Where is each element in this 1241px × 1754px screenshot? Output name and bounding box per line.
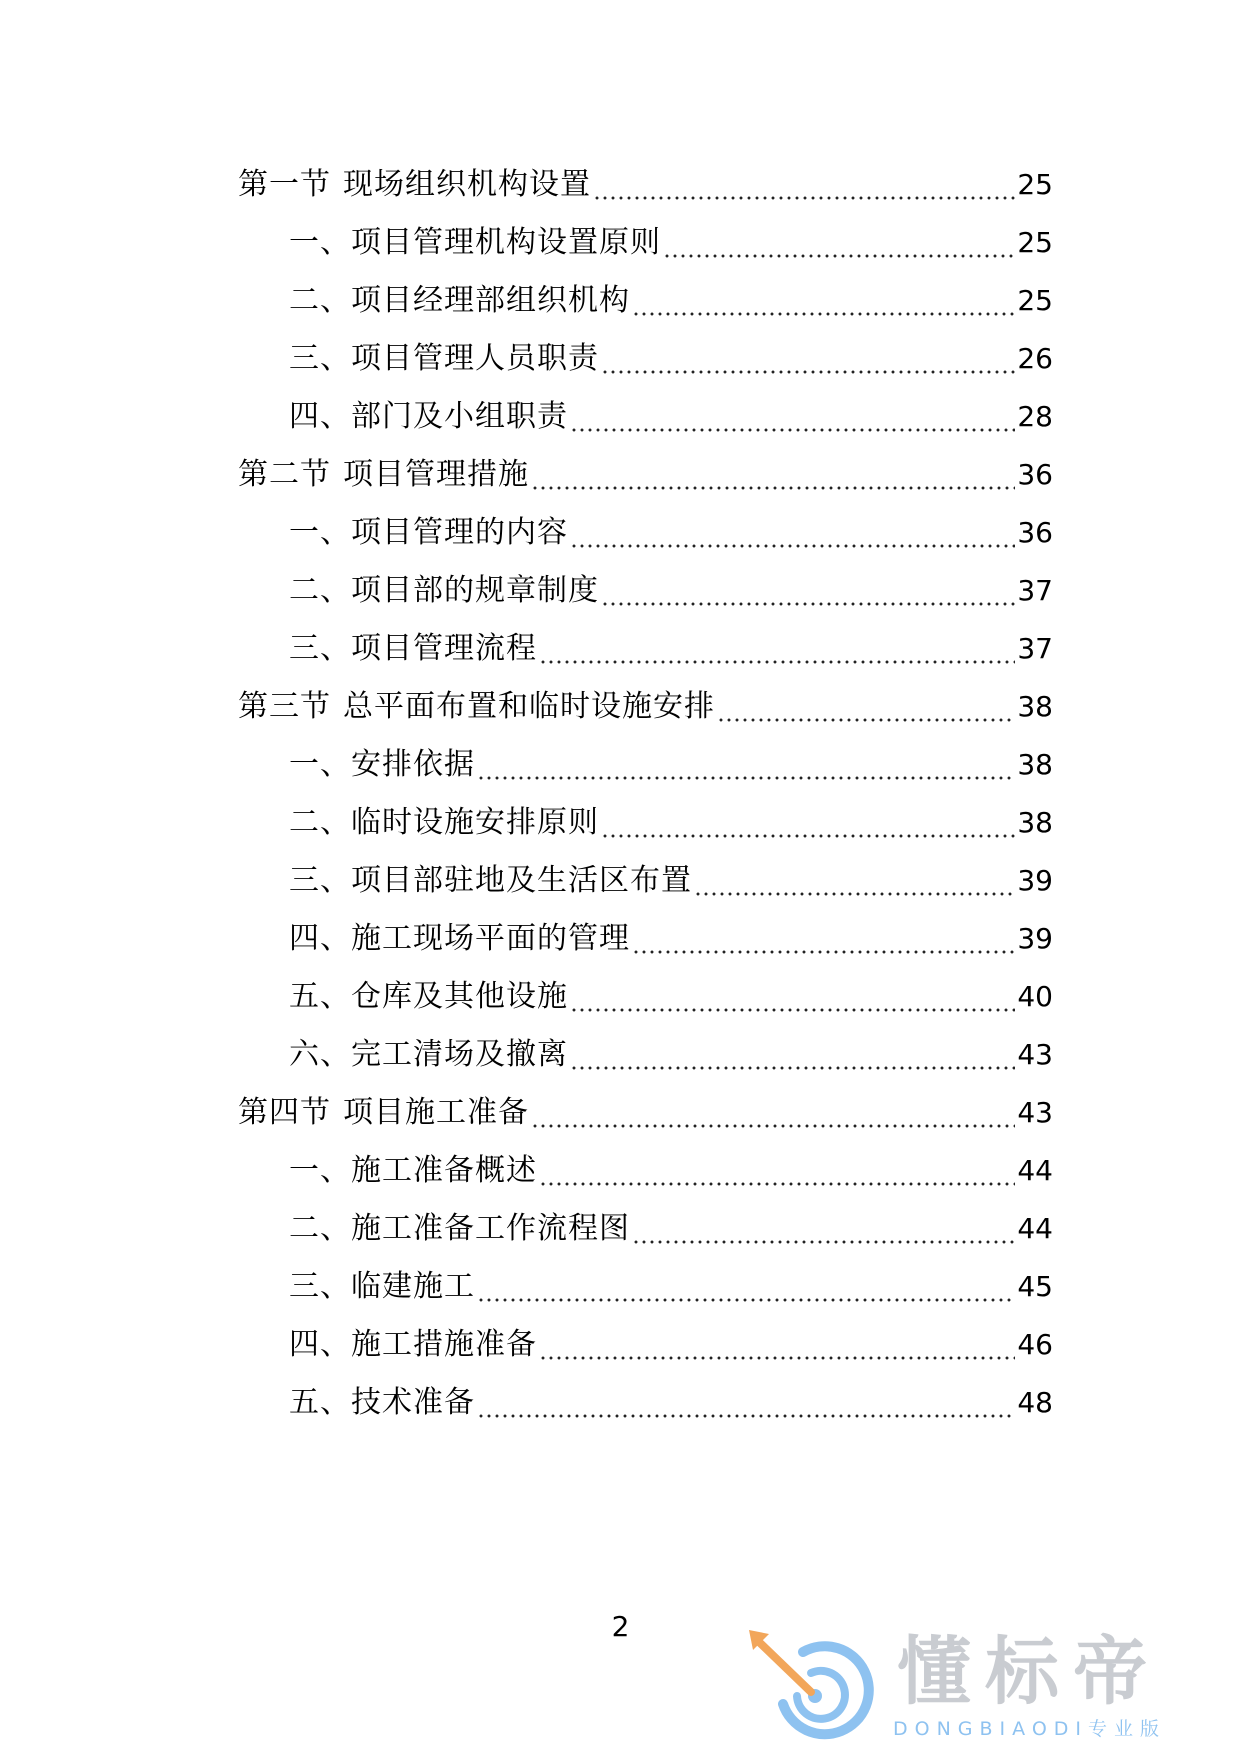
toc-dot-leader (531, 486, 1015, 490)
toc-dot-leader (593, 196, 1015, 200)
toc-entry-prefix: 二、 (289, 805, 351, 840)
toc-entry-title (289, 334, 599, 384)
toc-entry-title (289, 392, 568, 442)
toc-page-number: 44 (1017, 1212, 1053, 1245)
toc-entry-text: 施工措施准备 (351, 1327, 537, 1362)
toc-entry-prefix: 第二节 (238, 457, 331, 492)
toc-entry-text: 施工准备工作流程图 (351, 1211, 630, 1246)
toc-page-number: 25 (1017, 168, 1053, 201)
toc-entry-title (238, 450, 529, 500)
toc-dot-leader (632, 312, 1015, 316)
toc-entry-text: 施工准备概述 (351, 1153, 537, 1188)
toc-entry-text: 安排依据 (351, 747, 475, 782)
toc-entry-text: 施工现场平面的管理 (351, 921, 630, 956)
toc-dot-leader (570, 428, 1015, 432)
toc-entry-title (289, 566, 599, 616)
toc-entry-title (289, 1146, 537, 1196)
toc-entry-title (289, 1320, 537, 1370)
toc-dot-leader (570, 1066, 1015, 1070)
toc-section-entry[interactable] (238, 1088, 1053, 1138)
toc-page-number: 44 (1017, 1154, 1053, 1187)
toc-entry-prefix: 一、 (289, 225, 351, 260)
toc-entry-prefix: 五、 (289, 979, 351, 1014)
toc-page-number: 28 (1017, 400, 1053, 433)
toc-page-number: 43 (1017, 1096, 1053, 1129)
toc-section-entry[interactable] (238, 160, 1053, 210)
toc-entry-prefix: 二、 (289, 1211, 351, 1246)
toc-page-number: 36 (1017, 516, 1053, 549)
toc-entry-title (238, 160, 591, 210)
toc-page-number: 25 (1017, 226, 1053, 259)
toc-dot-leader (601, 834, 1015, 838)
toc-entry-text: 项目部驻地及生活区布置 (351, 863, 692, 898)
toc-entry-text: 总平面布置和临时设施安排 (343, 689, 715, 724)
toc-entry-title (289, 624, 537, 674)
toc-page-number: 38 (1017, 690, 1053, 723)
toc-entry-title (289, 1378, 475, 1428)
toc-subsection-entry[interactable] (289, 334, 1053, 384)
toc-entry-title (289, 740, 475, 790)
toc-entry-prefix: 五、 (289, 1385, 351, 1420)
toc-entry-prefix: 第四节 (238, 1095, 331, 1130)
toc-entry-prefix: 四、 (289, 1327, 351, 1362)
toc-entry-prefix: 三、 (289, 1269, 351, 1304)
toc-entry-title (289, 914, 630, 964)
toc-subsection-entry[interactable] (289, 566, 1053, 616)
toc-entry-text: 项目经理部组织机构 (351, 283, 630, 318)
toc-entry-text: 技术准备 (351, 1385, 475, 1420)
toc-entry-text: 项目管理人员职责 (351, 341, 599, 376)
toc-entry-text: 项目管理流程 (351, 631, 537, 666)
toc-page-number: 39 (1017, 922, 1053, 955)
toc-entry-prefix: 四、 (289, 921, 351, 956)
toc-page-number: 38 (1017, 806, 1053, 839)
toc-entry-text: 项目部的规章制度 (351, 573, 599, 608)
toc-subsection-entry[interactable] (289, 508, 1053, 558)
toc-section-entry[interactable] (238, 682, 1053, 732)
toc-entry-title (289, 276, 630, 326)
toc-subsection-entry[interactable] (289, 1378, 1053, 1428)
toc-dot-leader (539, 660, 1015, 664)
toc-entry-prefix: 二、 (289, 573, 351, 608)
toc-entry-prefix: 第一节 (238, 167, 331, 202)
toc-dot-leader (570, 1008, 1015, 1012)
toc-page-number: 48 (1017, 1386, 1053, 1419)
toc-subsection-entry[interactable] (289, 972, 1053, 1022)
toc-entry-text: 完工清场及撤离 (351, 1037, 568, 1072)
toc-page-number: 46 (1017, 1328, 1053, 1361)
toc-page-number: 43 (1017, 1038, 1053, 1071)
toc-dot-leader (477, 1414, 1015, 1418)
toc-dot-leader (477, 776, 1015, 780)
toc-entry-prefix: 六、 (289, 1037, 351, 1072)
toc-page-number: 25 (1017, 284, 1053, 317)
toc-page-number: 26 (1017, 342, 1053, 375)
toc-subsection-entry[interactable] (289, 1146, 1053, 1196)
toc-dot-leader (539, 1356, 1015, 1360)
toc-subsection-entry[interactable] (289, 798, 1053, 848)
toc-entry-text: 现场组织机构设置 (343, 167, 591, 202)
toc-subsection-entry[interactable] (289, 1320, 1053, 1370)
toc-entry-prefix: 一、 (289, 515, 351, 550)
toc-entry-prefix: 三、 (289, 863, 351, 898)
toc-subsection-entry[interactable] (289, 1204, 1053, 1254)
toc-dot-leader (477, 1298, 1015, 1302)
toc-entry-text: 项目管理措施 (343, 457, 529, 492)
toc-page-number: 39 (1017, 864, 1053, 897)
toc-entry-prefix: 一、 (289, 747, 351, 782)
toc-entry-prefix: 二、 (289, 283, 351, 318)
toc-entry-title (238, 1088, 529, 1138)
toc-dot-leader (601, 602, 1015, 606)
target-arrow-icon (745, 1626, 885, 1748)
toc-entry-title (289, 218, 661, 268)
toc-page-number: 40 (1017, 980, 1053, 1013)
toc-page-number: 38 (1017, 748, 1053, 781)
watermark (745, 1626, 1225, 1748)
toc-page-number: 37 (1017, 632, 1053, 665)
toc-dot-leader (570, 544, 1015, 548)
toc-subsection-entry[interactable] (289, 218, 1053, 268)
toc-entry-prefix: 一、 (289, 1153, 351, 1188)
toc-dot-leader (717, 718, 1015, 722)
toc-dot-leader (694, 892, 1015, 896)
toc-entry-title (289, 1204, 630, 1254)
toc-section-entry[interactable] (238, 450, 1053, 500)
toc-entry-text: 临时设施安排原则 (351, 805, 599, 840)
toc-entry-title (289, 1262, 475, 1312)
toc-entry-text: 仓库及其他设施 (351, 979, 568, 1014)
toc-page-number: 45 (1017, 1270, 1053, 1303)
toc-entry-title (289, 972, 568, 1022)
toc-subsection-entry[interactable] (289, 1030, 1053, 1080)
toc-entry-title (289, 856, 692, 906)
toc-entry-prefix: 三、 (289, 341, 351, 376)
toc-page-number: 37 (1017, 574, 1053, 607)
toc-entry-prefix: 三、 (289, 631, 351, 666)
toc-subsection-entry[interactable] (289, 392, 1053, 442)
toc-entry-text: 部门及小组职责 (351, 399, 568, 434)
watermark-brand: 懂标帝 (897, 1629, 1161, 1715)
toc-subsection-entry[interactable] (289, 624, 1053, 674)
toc-entry-title (289, 508, 568, 558)
toc-dot-leader (663, 254, 1015, 258)
toc-dot-leader (531, 1124, 1015, 1128)
toc-page-number: 36 (1017, 458, 1053, 491)
toc-entry-text: 项目施工准备 (343, 1095, 529, 1130)
toc-entry-prefix: 第三节 (238, 689, 331, 724)
toc-entry-text: 项目管理机构设置原则 (351, 225, 661, 260)
toc-subsection-entry[interactable] (289, 914, 1053, 964)
toc-dot-leader (601, 370, 1015, 374)
toc-subsection-entry[interactable] (289, 276, 1053, 326)
toc-entry-title (238, 682, 715, 732)
toc-subsection-entry[interactable] (289, 856, 1053, 906)
toc-entry-title (289, 1030, 568, 1080)
toc-entry-text: 临建施工 (351, 1269, 475, 1304)
toc-entry-title (289, 798, 599, 848)
toc-dot-leader (632, 950, 1015, 954)
toc-dot-leader (632, 1240, 1015, 1244)
page-number: 2 (611, 1610, 630, 1643)
toc-entry-text: 项目管理的内容 (351, 515, 568, 550)
toc-subsection-entry[interactable] (289, 1262, 1053, 1312)
toc-entry-prefix: 四、 (289, 399, 351, 434)
toc-subsection-entry[interactable] (289, 740, 1053, 790)
watermark-subtitle: DONGBIAODI专业版 (893, 1718, 1167, 1740)
toc-dot-leader (539, 1182, 1015, 1186)
